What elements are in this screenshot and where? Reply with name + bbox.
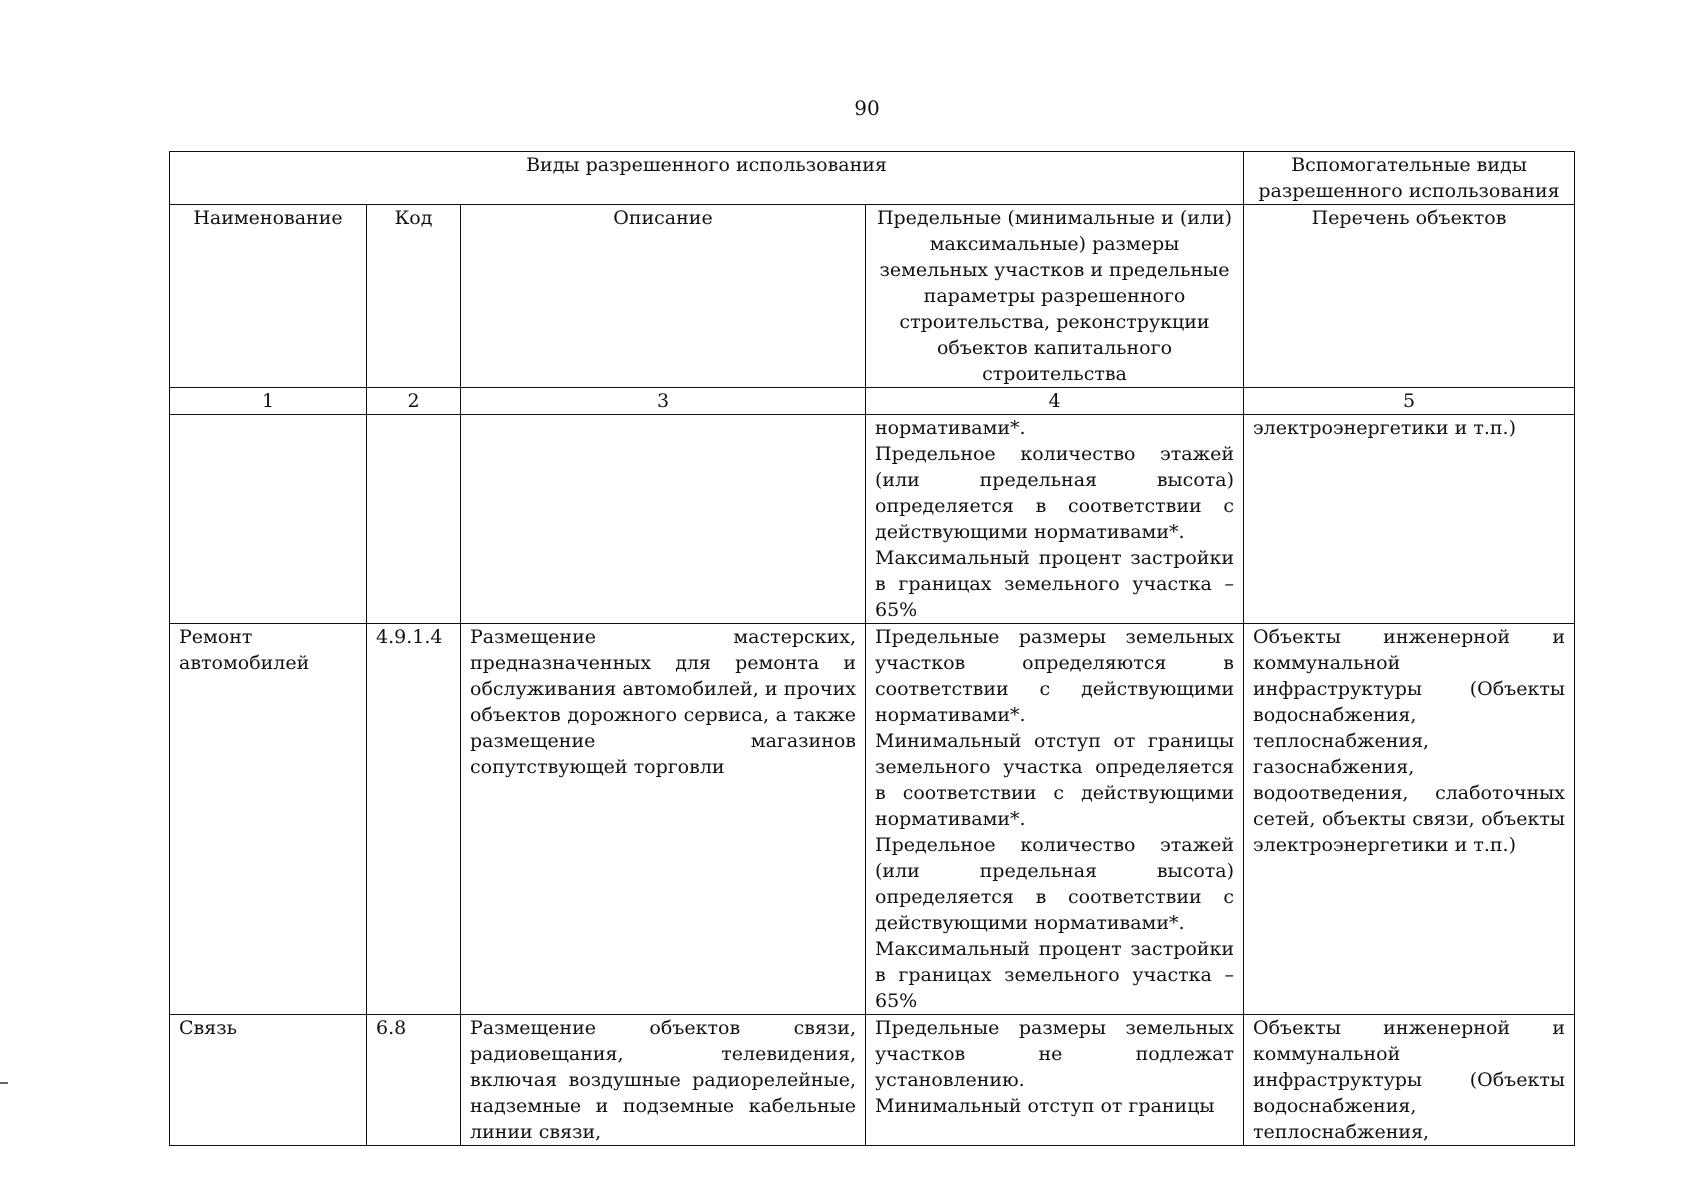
params-line: Предельное количество этажей (или предельная высота) определяется в соответствии с действующими нормативами*.: [875, 834, 1235, 934]
table-row-communication: [170, 1015, 1575, 1146]
column-number: 1: [170, 388, 367, 415]
cell-params: [866, 624, 1244, 1015]
params-line: Максимальный процент застройки в границах земельного участка – 65%: [875, 547, 1235, 621]
cell-name: Связь: [170, 1015, 367, 1146]
table-row-continued: [170, 415, 1575, 624]
params-line: Предельное количество этажей (или предельная высота) определяется в соответствии с действующими нормативами*.: [875, 443, 1235, 543]
column-number: 3: [461, 388, 866, 415]
table-row-auto-repair: [170, 624, 1575, 1015]
header-group-row: [170, 152, 1575, 205]
column-number: 4: [866, 388, 1244, 415]
header-main-group: Виды разрешенного использования: [170, 152, 1244, 205]
cell-name: Ремонт автомобилей: [170, 624, 367, 1015]
cell-objects: Объекты инженерной и коммунальной инфраструктуры (Объекты водоснабжения, теплоснабжения,: [1244, 1015, 1575, 1146]
page-number: 90: [854, 96, 880, 120]
header-col-objects: Перечень объектов: [1244, 205, 1575, 388]
params-line: Предельные размеры земельных участков определяются в соответствии с действующими нормативами*.: [875, 626, 1235, 726]
header-col-name: Наименование: [170, 205, 367, 388]
cell-code: [367, 415, 461, 624]
column-numbers-row: [170, 388, 1575, 415]
column-number: 2: [367, 388, 461, 415]
params-line: Минимальный отступ от границы земельного участка определяется в соответствии с действующими нормативами*.: [875, 730, 1235, 830]
params-line: Максимальный процент застройки в границах земельного участка – 65%: [875, 938, 1235, 1012]
params-line: нормативами*.: [875, 417, 1026, 439]
cell-code: 4.9.1.4: [367, 624, 461, 1015]
header-aux-group: Вспомогательные виды разрешенного использования: [1244, 152, 1575, 205]
params-line: Минимальный отступ от границы: [875, 1095, 1215, 1117]
cell-name: [170, 415, 367, 624]
cell-params: [866, 1015, 1244, 1146]
cell-description: Размещение мастерских, предназначенных для ремонта и обслуживания автомобилей, и прочих объектов дорожного сервиса, а также размещение магазинов сопутствующей торговли: [461, 624, 866, 1015]
header-columns-row: [170, 205, 1575, 388]
header-col-description: Описание: [461, 205, 866, 388]
header-col-code: Код: [367, 205, 461, 388]
cell-params: [866, 415, 1244, 624]
params-line: Предельные размеры земельных участков не подлежат установлению.: [875, 1017, 1235, 1091]
cell-objects: Объекты инженерной и коммунальной инфраструктуры (Объекты водоснабжения, теплоснабжения, газоснабжения, водоотведения, слаботочных сетей, объекты связи, объекты электроэнергетики и т.п.): [1244, 624, 1575, 1015]
scan-edge-mark: [0, 1082, 8, 1084]
cell-objects: электроэнергетики и т.п.): [1244, 415, 1575, 624]
column-number: 5: [1244, 388, 1575, 415]
land-use-table: [169, 151, 1575, 1146]
cell-description: [461, 415, 866, 624]
cell-code: 6.8: [367, 1015, 461, 1146]
cell-description: Размещение объектов связи, радиовещания, телевидения, включая воздушные радиорелейные, надземные и подземные кабельные линии связи,: [461, 1015, 866, 1146]
header-col-params: Предельные (минимальные и (или) максимальные) размеры земельных участков и предельные параметры разрешенного строительства, реконструкции объектов капитального строительства: [866, 205, 1244, 388]
